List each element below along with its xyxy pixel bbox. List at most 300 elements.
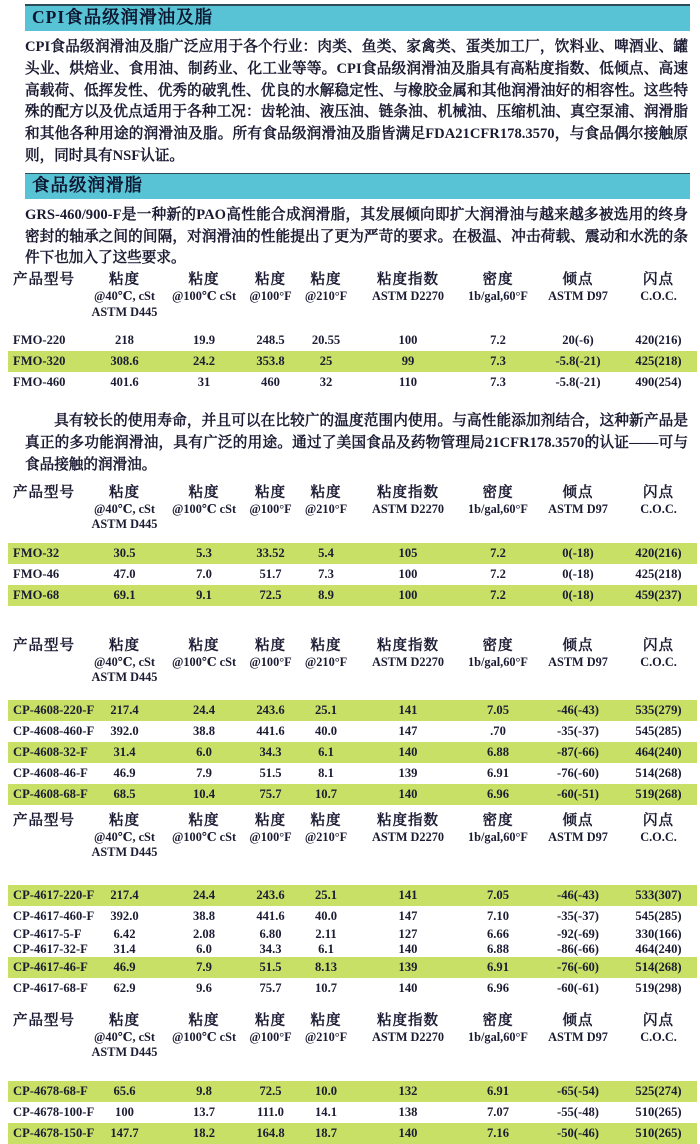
oils-description-paragraph: CPI食品级润滑油及脂广泛应用于各个行业：肉类、鱼类、家禽类、蛋类加工厂，饮料业、啤酒业、罐头业、烘焙业、食用油、制药业、化工业等等。CPI食品级润滑油及脂具有高粘度指数、低倾点、高速高载荷、低挥发性、优秀的破乳性、优良的水解稳定性、与橡胶金属和其他润滑油好的相容性。这些特殊的配方以及优点适用于各种工况：齿轮油、液压油、链条油、机械油、压缩机油、真空泵浦、润滑脂和其他各种用途的润滑油及脂。所有食品级润滑油及脂皆满足FDA21CFR178.3570，与食品偶尔接触原则，同时具有NSF认证。	[25, 39, 688, 164]
header-label: 粘度	[188, 1012, 220, 1029]
column-header-product-model	[8, 813, 86, 885]
value-cell: -55(-48)	[557, 1104, 599, 1119]
column-header	[356, 638, 460, 700]
column-header	[460, 485, 536, 543]
value-cell: 10.7	[314, 786, 338, 801]
product-model-cell: FMO-68	[13, 587, 60, 602]
column-header-product-model	[8, 1013, 86, 1081]
value-cell: 18.2	[192, 1125, 216, 1140]
product-row	[8, 978, 697, 999]
value-cell: 6.80	[259, 926, 282, 941]
section-title-bar-oils	[25, 4, 690, 31]
column-header	[245, 272, 296, 330]
value-cell: 31.4	[113, 941, 136, 956]
value-cell: 248.5	[256, 333, 285, 348]
header-label: 粘度	[310, 484, 342, 501]
header-sublabel: ASTM D97	[548, 829, 608, 844]
value-cell: 7.0	[196, 566, 212, 581]
value-cell: -86(-66)	[557, 941, 599, 956]
value-cell: 51.5	[259, 765, 282, 780]
header-label: 粘度	[188, 484, 220, 501]
product-row	[8, 906, 697, 927]
header-sublabel: @210°F	[304, 654, 348, 669]
column-header	[86, 1013, 163, 1081]
value-cell: 6.66	[486, 926, 510, 941]
header-sublabel: ASTM D2270	[371, 654, 445, 669]
value-cell: 20.55	[311, 333, 341, 348]
value-cell: 7.2	[490, 587, 506, 602]
value-cell: -60(-61)	[557, 980, 599, 995]
value-cell: 459(237)	[635, 587, 682, 602]
value-cell: 392.0	[110, 723, 139, 738]
header-label: 密度	[482, 637, 514, 654]
header-sublabel: @100°F	[249, 1029, 292, 1044]
value-cell: 9.1	[196, 587, 212, 602]
column-header-product-model	[8, 485, 86, 543]
header-sublabel: 1b/gal,60°F	[468, 1029, 528, 1044]
value-cell: 33.52	[256, 545, 285, 560]
value-cell: 401.6	[110, 375, 139, 390]
value-cell: 392.0	[110, 908, 139, 923]
value-cell: 525(274)	[635, 1083, 682, 1098]
header-sublabel: @100℃ cSt	[171, 289, 237, 304]
value-cell: 72.5	[259, 587, 282, 602]
value-cell: 308.6	[110, 354, 139, 369]
product-model-cell: CP-4617-68-F	[13, 980, 88, 995]
table-header-row	[8, 1013, 697, 1081]
header-label: 倾点	[562, 1012, 594, 1029]
value-cell: 140	[398, 980, 418, 995]
column-header	[245, 1013, 296, 1081]
header-label: 粘度指数	[377, 272, 439, 289]
value-cell: 243.6	[256, 887, 285, 902]
header-sublabel: @40℃, cSt	[93, 654, 155, 669]
value-cell: 6.0	[196, 941, 212, 956]
value-cell: 0(-18)	[562, 545, 594, 560]
value-cell: 7.9	[196, 959, 212, 974]
product-model-cell: CP-4678-150-F	[13, 1125, 95, 1140]
cp-4617-table	[8, 813, 697, 999]
product-model-cell: FMO-320	[13, 354, 66, 369]
value-cell: 46.9	[113, 959, 136, 974]
column-header	[460, 1013, 536, 1081]
value-cell: 441.6	[256, 723, 285, 738]
header-label: 闪点	[643, 272, 674, 289]
mid-paragraph: 具有较长的使用寿命，并且可以在比较广的温度范围内使用。与高性能添加剂结合，这种新产品是真正的多功能润滑油，具有广泛的用途。通过了美国食品及药物管理局21CFR178.3570的认证——可与食品接触的润滑油。	[25, 413, 688, 473]
fmo-high-viscosity-table	[8, 272, 697, 393]
value-cell: 464(240)	[635, 941, 682, 956]
product-row	[8, 742, 697, 763]
value-cell: 353.8	[256, 354, 285, 369]
value-cell: 127	[398, 926, 418, 941]
value-cell: 6.91	[486, 1083, 510, 1098]
value-cell: 40.0	[314, 908, 338, 923]
column-header	[356, 272, 460, 330]
value-cell: 8.13	[314, 959, 338, 974]
header-sublabel: ASTM D445	[91, 845, 158, 860]
column-header	[460, 272, 536, 330]
value-cell: 34.3	[259, 941, 282, 956]
header-label: 闪点	[643, 637, 674, 654]
header-sublabel: 1b/gal,60°F	[468, 289, 528, 304]
header-label: 粘度	[255, 484, 286, 501]
value-cell: 460	[261, 375, 280, 390]
header-label: 粘度	[188, 812, 220, 829]
fmo-low-viscosity-table	[8, 485, 697, 606]
column-header	[460, 813, 536, 885]
value-cell: 25	[319, 354, 333, 369]
value-cell: 13.7	[192, 1104, 216, 1119]
value-cell: 25.1	[314, 702, 338, 717]
header-sublabel: @100℃ cSt	[171, 501, 237, 516]
product-row	[8, 784, 697, 805]
value-cell: 99	[401, 354, 415, 369]
product-model-cell: CP-4617-220-F	[13, 887, 95, 902]
value-cell: 535(279)	[635, 702, 682, 717]
value-cell: 7.3	[490, 354, 506, 369]
value-cell: 7.9	[196, 765, 212, 780]
value-cell: 5.4	[318, 545, 334, 560]
header-sublabel: ASTM D445	[91, 517, 158, 532]
header-label: 闪点	[643, 484, 674, 501]
value-cell: 110	[398, 375, 418, 390]
column-header	[536, 1013, 620, 1081]
header-sublabel: 1b/gal,60°F	[468, 501, 528, 516]
value-cell: 2.11	[315, 926, 337, 941]
value-cell: 420(216)	[635, 545, 682, 560]
product-row	[8, 330, 697, 351]
value-cell: 7.10	[486, 908, 510, 923]
value-cell: 6.88	[486, 744, 510, 759]
section-title: 食品级润滑脂	[32, 174, 143, 195]
header-sublabel: ASTM D445	[91, 670, 158, 685]
value-cell: 217.4	[110, 887, 139, 902]
product-model-cell: CP-4608-220-F	[13, 702, 95, 717]
header-label: 密度	[482, 812, 514, 829]
header-sublabel: @210°F	[304, 1029, 348, 1044]
column-header	[536, 272, 620, 330]
value-cell: 6.96	[486, 980, 510, 995]
value-cell: 38.8	[192, 723, 216, 738]
section-title-bar-grease	[25, 173, 690, 199]
column-header	[296, 272, 356, 330]
header-label: 粘度	[310, 1012, 342, 1029]
value-cell: -87(-66)	[557, 744, 599, 759]
value-cell: 65.6	[113, 1083, 136, 1098]
value-cell: 31	[197, 375, 211, 390]
column-header	[163, 485, 245, 543]
value-cell: 464(240)	[635, 744, 682, 759]
value-cell: -92(-69)	[557, 926, 599, 941]
product-model-cell: CP-4617-32-F	[13, 941, 88, 956]
product-row	[8, 763, 697, 784]
value-cell: 7.2	[490, 333, 506, 348]
value-cell: 217.4	[110, 702, 139, 717]
header-label: 粘度	[255, 812, 286, 829]
value-cell: 7.05	[486, 702, 510, 717]
value-cell: 514(268)	[635, 959, 682, 974]
value-cell: 47.0	[113, 566, 136, 581]
column-header	[356, 1013, 460, 1081]
value-cell: 441.6	[256, 908, 285, 923]
header-label: 粘度指数	[377, 1012, 439, 1029]
header-sublabel: @40℃, cSt	[93, 829, 155, 844]
header-label: 倾点	[562, 812, 594, 829]
value-cell: -5.8(-21)	[555, 375, 601, 390]
product-model-cell: FMO-460	[13, 375, 66, 390]
product-row	[8, 957, 697, 978]
value-cell: 514(268)	[635, 765, 682, 780]
value-cell: 10.0	[314, 1083, 338, 1098]
value-cell: 46.9	[113, 765, 136, 780]
product-model-cell: CP-4678-100-F	[13, 1104, 95, 1119]
product-model-cell: CP-4678-68-F	[13, 1083, 88, 1098]
value-cell: 10.7	[314, 980, 338, 995]
value-cell: 100	[115, 1104, 134, 1119]
header-sublabel: @100°F	[249, 501, 292, 516]
header-sublabel: 1b/gal,60°F	[468, 654, 528, 669]
value-cell: 490(254)	[635, 375, 682, 390]
value-cell: 420(216)	[635, 333, 682, 348]
header-label: 产品型号	[13, 484, 75, 501]
value-cell: 140	[398, 786, 418, 801]
value-cell: 18.7	[314, 1125, 338, 1140]
header-label: 粘度	[109, 812, 140, 829]
column-header	[86, 638, 163, 700]
value-cell: -46(-43)	[557, 702, 599, 717]
value-cell: 6.91	[486, 959, 510, 974]
column-header	[245, 638, 296, 700]
header-label: 产品型号	[13, 637, 75, 654]
value-cell: 141	[398, 887, 418, 902]
value-cell: 147	[398, 908, 418, 923]
header-label: 产品型号	[13, 272, 75, 289]
header-sublabel: C.O.C.	[640, 654, 677, 669]
header-label: 粘度	[188, 637, 220, 654]
value-cell: 24.4	[192, 702, 216, 717]
header-sublabel: ASTM D2270	[371, 501, 445, 516]
header-label: 粘度	[310, 272, 342, 289]
value-cell: -35(-37)	[557, 723, 599, 738]
header-label: 倾点	[562, 637, 594, 654]
header-label: 粘度指数	[377, 637, 439, 654]
value-cell: 31.4	[113, 744, 136, 759]
header-sublabel: C.O.C.	[640, 289, 677, 304]
cp-4608-table	[8, 638, 697, 805]
section-title: CPI食品级润滑油及脂	[32, 7, 214, 27]
product-row	[8, 1081, 697, 1102]
column-header	[296, 813, 356, 885]
header-sublabel: ASTM D2270	[371, 1029, 445, 1044]
product-model-cell: CP-4608-32-F	[13, 744, 88, 759]
column-header	[356, 485, 460, 543]
header-label: 粘度	[310, 812, 342, 829]
value-cell: 519(268)	[635, 786, 682, 801]
value-cell: 132	[398, 1083, 418, 1098]
value-cell: 38.8	[192, 908, 216, 923]
product-model-cell: CP-4608-460-F	[13, 723, 95, 738]
value-cell: 139	[398, 959, 418, 974]
product-model-cell: CP-4617-46-F	[13, 959, 88, 974]
value-cell: 6.1	[318, 941, 334, 956]
header-label: 粘度	[109, 484, 140, 501]
header-label: 粘度指数	[377, 812, 439, 829]
value-cell: 40.0	[314, 723, 338, 738]
column-header	[163, 272, 245, 330]
header-sublabel: ASTM D445	[91, 304, 158, 319]
table-header-row	[8, 272, 697, 330]
value-cell: 34.3	[259, 744, 282, 759]
header-sublabel: @210°F	[304, 829, 348, 844]
product-row	[8, 372, 697, 393]
header-label: 粘度	[109, 637, 140, 654]
product-row	[8, 700, 697, 721]
product-row	[8, 351, 697, 372]
value-cell: -76(-60)	[557, 765, 599, 780]
value-cell: 100	[398, 566, 418, 581]
header-sublabel: @100℃ cSt	[171, 654, 237, 669]
header-sublabel: ASTM D2270	[371, 829, 445, 844]
value-cell: 68.5	[113, 786, 136, 801]
value-cell: 25.1	[314, 887, 338, 902]
product-row	[8, 564, 697, 585]
value-cell: .70	[490, 723, 506, 738]
value-cell: -35(-37)	[557, 908, 599, 923]
table-header-row	[8, 813, 697, 885]
value-cell: 330(166)	[635, 926, 682, 941]
value-cell: 545(285)	[635, 908, 682, 923]
value-cell: 7.16	[486, 1125, 510, 1140]
product-model-cell: FMO-32	[13, 545, 60, 560]
product-model-cell: FMO-220	[13, 333, 66, 348]
value-cell: 545(285)	[635, 723, 682, 738]
value-cell: 51.7	[259, 566, 282, 581]
column-header	[296, 485, 356, 543]
column-header	[460, 638, 536, 700]
column-header	[86, 813, 163, 885]
value-cell: 7.05	[486, 887, 510, 902]
value-cell: 510(265)	[635, 1104, 682, 1119]
column-header	[296, 638, 356, 700]
header-label: 粘度	[188, 272, 220, 289]
column-header	[86, 485, 163, 543]
value-cell: 32	[319, 375, 333, 390]
value-cell: 140	[398, 941, 418, 956]
value-cell: 6.0	[196, 744, 212, 759]
header-sublabel: @40℃, cSt	[93, 1029, 155, 1044]
value-cell: -5.8(-21)	[555, 354, 601, 369]
header-sublabel: @40℃, cSt	[93, 289, 155, 304]
header-label: 密度	[482, 272, 514, 289]
header-label: 粘度	[255, 1012, 286, 1029]
value-cell: 140	[398, 1125, 418, 1140]
product-row	[8, 885, 697, 906]
product-row	[8, 942, 697, 957]
value-cell: 7.07	[486, 1104, 510, 1119]
value-cell: 8.9	[318, 587, 334, 602]
value-cell: 51.5	[259, 959, 282, 974]
table-header-row	[8, 638, 697, 700]
value-cell: 7.3	[318, 566, 334, 581]
value-cell: 425(218)	[635, 566, 682, 581]
value-cell: 30.5	[113, 545, 136, 560]
value-cell: 75.7	[259, 786, 282, 801]
product-row	[8, 721, 697, 742]
value-cell: 139	[398, 765, 418, 780]
value-cell: 0(-18)	[562, 566, 594, 581]
column-header	[86, 272, 163, 330]
value-cell: 5.3	[196, 545, 212, 560]
value-cell: 100	[398, 333, 418, 348]
column-header	[536, 485, 620, 543]
value-cell: 141	[398, 702, 418, 717]
header-label: 闪点	[643, 1012, 674, 1029]
column-header	[536, 638, 620, 700]
value-cell: -60(-51)	[557, 786, 599, 801]
value-cell: 138	[398, 1104, 418, 1119]
column-header	[245, 485, 296, 543]
header-sublabel: @210°F	[304, 501, 348, 516]
value-cell: 425(218)	[635, 354, 682, 369]
grease-description-paragraph: GRS-460/900-F是一种新的PAO高性能合成润滑脂，其发展倾向即扩大润滑油与越来越多被选用的终身密封的轴承之间的间隔，对润滑油的性能提出了更为严苛的要求。在极温、冲击荷载、震动和水洗的条件下也加入了这些要求。	[25, 206, 688, 267]
header-sublabel: C.O.C.	[640, 829, 677, 844]
column-header	[356, 813, 460, 885]
header-label: 粘度	[109, 272, 140, 289]
header-label: 粘度指数	[377, 484, 439, 501]
column-header	[620, 638, 697, 700]
header-sublabel: ASTM D97	[548, 1029, 608, 1044]
header-label: 粘度	[255, 272, 286, 289]
column-header	[245, 813, 296, 885]
header-label: 粘度	[255, 637, 286, 654]
header-label: 闪点	[643, 812, 674, 829]
header-sublabel: @100°F	[249, 829, 292, 844]
product-row	[8, 1102, 697, 1123]
value-cell: 6.88	[486, 941, 510, 956]
value-cell: 62.9	[113, 980, 136, 995]
column-header	[620, 272, 697, 330]
product-model-cell: CP-4617-5-F	[13, 926, 82, 941]
value-cell: 510(265)	[635, 1125, 682, 1140]
value-cell: 8.1	[318, 765, 334, 780]
product-row	[8, 927, 697, 942]
table-header-row	[8, 485, 697, 543]
header-sublabel: C.O.C.	[640, 501, 677, 516]
column-header	[163, 813, 245, 885]
column-header	[163, 1013, 245, 1081]
column-header	[163, 638, 245, 700]
header-label: 密度	[482, 1012, 514, 1029]
value-cell: 14.1	[314, 1104, 338, 1119]
value-cell: 69.1	[113, 587, 136, 602]
value-cell: -46(-43)	[557, 887, 599, 902]
value-cell: 7.3	[490, 375, 506, 390]
header-sublabel: @100°F	[249, 289, 292, 304]
value-cell: -50(-46)	[557, 1125, 599, 1140]
column-header	[620, 1013, 697, 1081]
value-cell: 7.2	[490, 545, 506, 560]
value-cell: 24.2	[192, 354, 216, 369]
value-cell: 533(307)	[635, 887, 682, 902]
product-row	[8, 585, 697, 606]
value-cell: 10.4	[192, 786, 216, 801]
header-sublabel: ASTM D445	[91, 1045, 158, 1060]
value-cell: 6.91	[486, 765, 510, 780]
value-cell: 6.42	[113, 926, 136, 941]
header-sublabel: ASTM D97	[548, 289, 608, 304]
value-cell: -65(-54)	[557, 1083, 599, 1098]
column-header	[620, 485, 697, 543]
